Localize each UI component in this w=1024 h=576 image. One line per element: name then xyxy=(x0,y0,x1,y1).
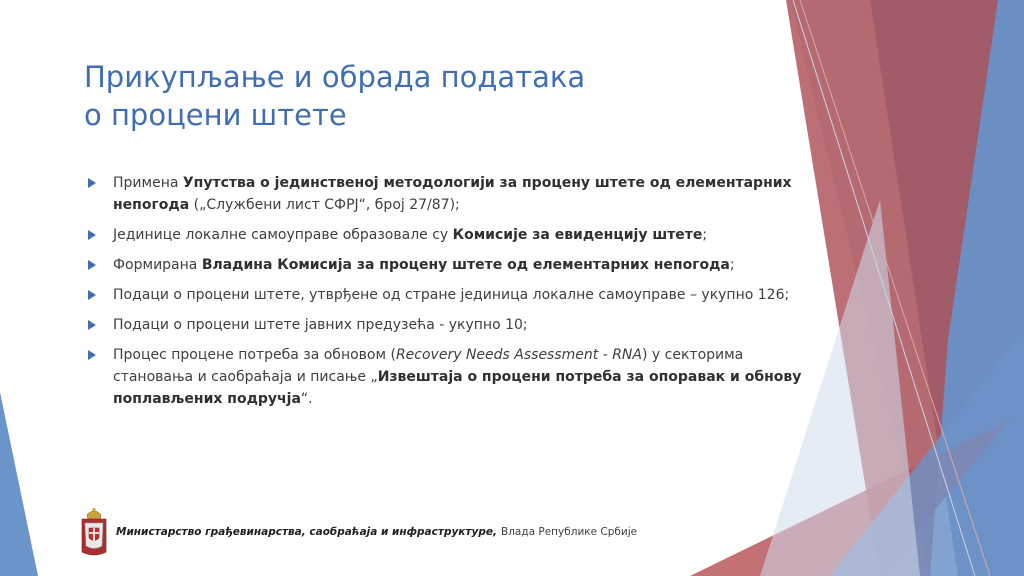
bullet-bold-text: Владина Комисија за процену штете од елементарних непогода xyxy=(201,257,730,273)
triangle-bullet-icon xyxy=(88,320,96,330)
bullet-bold-text: Извештаја о процени потреба за опоравак и обнову поплављених подручја xyxy=(113,369,802,407)
bullet-text: Примена xyxy=(113,175,183,191)
bullet-item-3 xyxy=(88,254,818,276)
slide-title xyxy=(84,58,724,134)
bullet-item-5 xyxy=(88,314,818,336)
bullet-text: Јединице локалне самоуправе образовале су xyxy=(113,227,453,243)
triangle-bullet-icon xyxy=(88,178,96,188)
triangle-bullet-icon xyxy=(88,230,96,240)
footer-ministry: Министарство грађевинарства, саобраћаја и инфраструктуре, xyxy=(116,526,497,538)
bullet-item-2 xyxy=(88,224,818,246)
bullet-text: Подаци о процени штете, утврђене од стране јединица локалне самоуправе – укупно 126; xyxy=(113,287,790,303)
bullet-text: ) у секторима становања и саобраћаја и писање „ xyxy=(113,347,744,385)
bullet-bold-text: Комисије за евиденцију штете xyxy=(452,227,703,243)
bullet-text: ; xyxy=(729,257,735,273)
bullet-italic-text: Recovery Needs Assessment - RNA xyxy=(395,347,642,363)
bullet-text: Формирана xyxy=(113,257,202,273)
bullet-text: Процес процене потреба за обновом ( xyxy=(113,347,396,363)
footer-government: Влада Републике Србије xyxy=(501,526,638,538)
bullet-item-1 xyxy=(88,172,818,216)
bullet-bold-text: Упутства о јединственој методологији за процену штете од елементарних непогода xyxy=(113,175,792,213)
triangle-bullet-icon xyxy=(88,350,96,360)
bullet-item-6 xyxy=(88,344,818,410)
triangle-bullet-icon xyxy=(88,290,96,300)
bullet-text: ; xyxy=(702,227,708,243)
footer xyxy=(80,505,637,559)
triangle-bullet-icon xyxy=(88,260,96,270)
slide-title-line-1: Прикупљање и обрада података xyxy=(84,60,586,94)
bullet-list xyxy=(88,172,818,418)
bullet-text: “. xyxy=(300,391,313,407)
bullet-item-4 xyxy=(88,284,818,306)
serbian-coat-of-arms-icon xyxy=(80,506,108,558)
left-blue-triangle xyxy=(0,392,38,576)
bullet-text: Подаци о процени штете јавних предузећа - укупно 10; xyxy=(113,317,528,333)
bullet-text: („Службени лист СФРЈ“, број 27/87); xyxy=(189,197,460,213)
slide-title-line-2: о процени штете xyxy=(84,98,347,132)
